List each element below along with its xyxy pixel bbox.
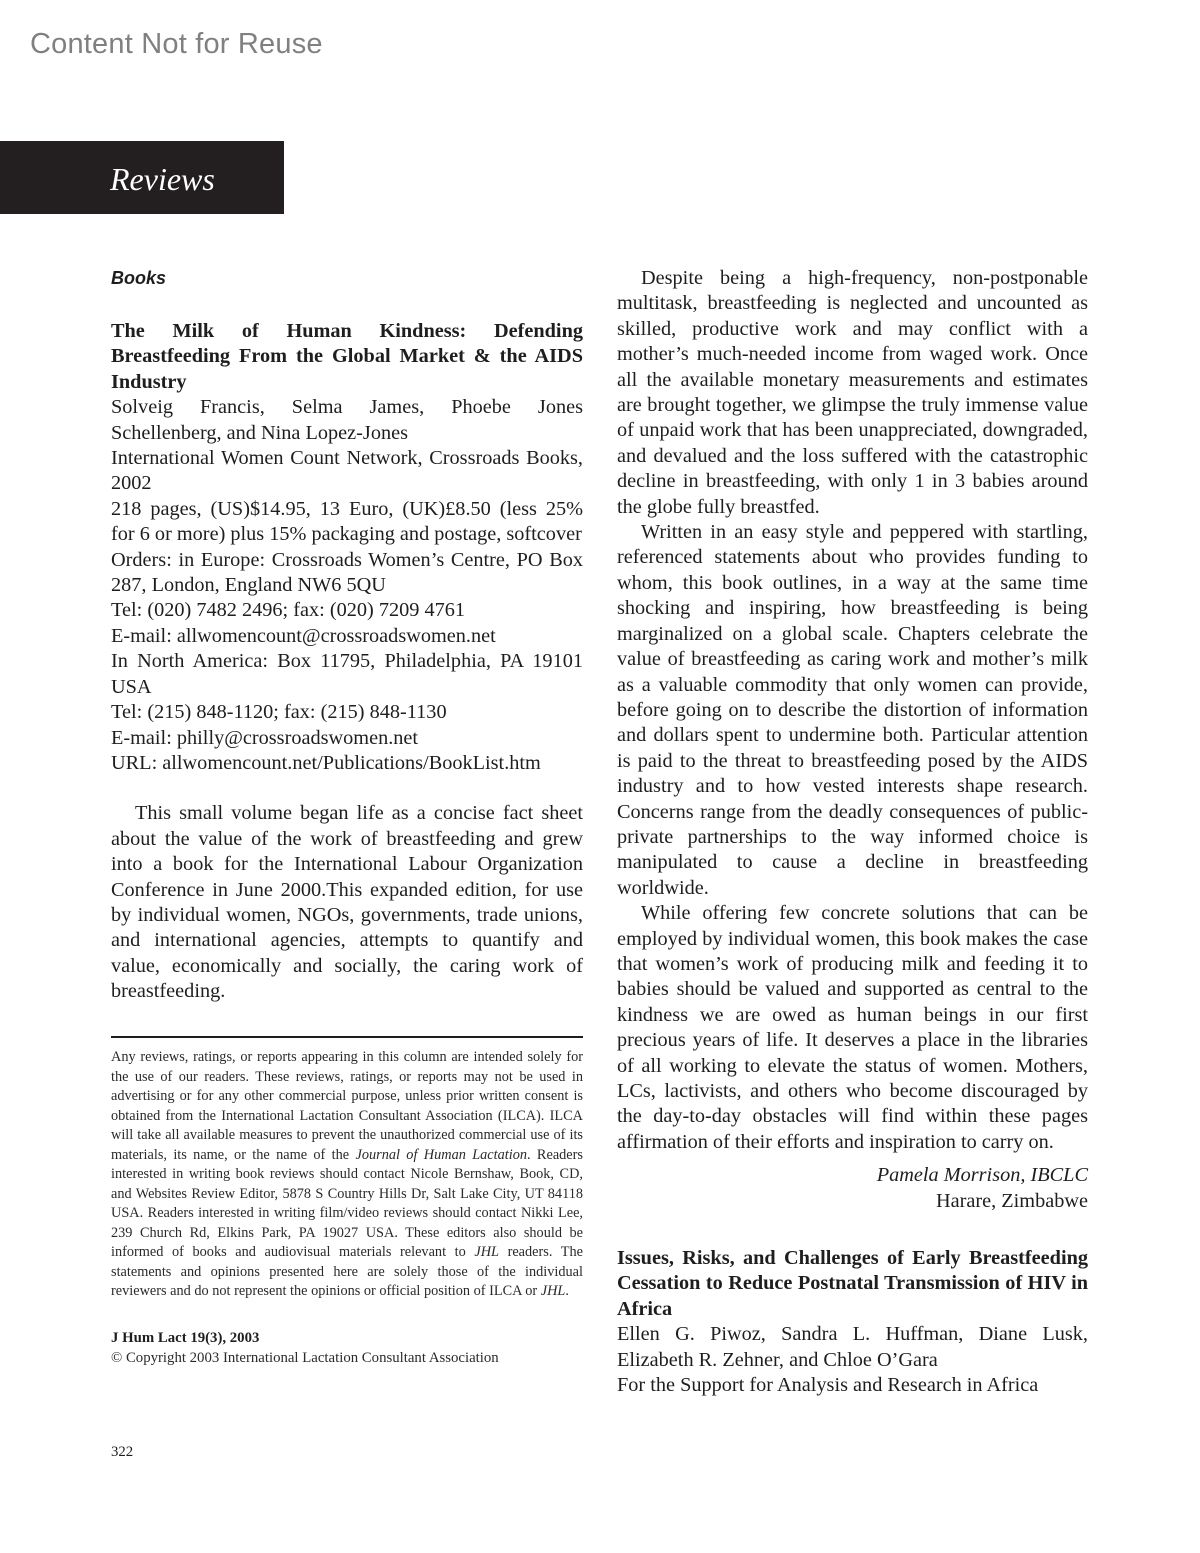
left-column <box>111 266 583 1005</box>
section-heading: Books <box>111 268 167 288</box>
footnote-text: . <box>565 1283 569 1299</box>
journal-abbrev: JHL <box>474 1244 499 1260</box>
section-banner <box>0 141 284 214</box>
review-paragraph: Written in an easy style and peppered with startling, referenced statements about who provides funding to whom, this book outlines, in a way at the same time shocking and inspiring, how breastfeeding is being marginalized on a global scale. Chapters celebrate the value of breastfeeding as caring work and mother’s milk as a valuable commodity that only women can provide, before going on to describe the distortion of information and dollars spent to undermine both. Particular attention is paid to the threat to breastfeeding posed by the AIDS industry and to how vested interests shape research. Concerns range from the deadly consequences of public-private partnerships to the way informed choice is manipulated to cause a decline in breastfeeding worldwide. <box>617 521 1088 899</box>
review-paragraph: Despite being a high-frequency, non-postponable multitask, breastfeeding is neglected and uncounted as skilled, productive work and may conflict with a mother’s much-needed income from waged work. Once all the available monetary measurements and estimates are brought together, we glimpse the truly immense value of unpaid work that has been unappreciated, downgraded, and devalued and the loss suffered with the catastrophic decline in breastfeeding, with only 1 in 3 babies around the globe fully breastfed. <box>617 267 1088 518</box>
review-authors: Ellen G. Piwoz, Sandra L. Huffman, Diane Lusk, Elizabeth R. Zehner, and Chloe O’Gara <box>617 1323 1088 1371</box>
page-number: 322 <box>111 1444 134 1460</box>
banner-title: Reviews <box>110 161 215 197</box>
review-url: URL: allwomencount.net/Publications/BookList.htm <box>111 751 541 774</box>
watermark: Content Not for Reuse <box>30 28 323 60</box>
copyright-notice: © Copyright 2003 International Lactation Consultant Association <box>111 1350 499 1366</box>
right-column <box>617 266 1088 1398</box>
review-publisher: For the Support for Analysis and Research in Africa <box>617 1374 1039 1397</box>
reviewer-signature <box>617 1163 1088 1214</box>
journal-citation: J Hum Lact 19(3), 2003 <box>111 1330 260 1346</box>
journal-name: Journal of Human Lactation <box>355 1146 528 1163</box>
tel-north-america: Tel: (215) 848-1120; fax: (215) 848-1130 <box>111 701 447 724</box>
footnote-text: . Readers interested in writing book reviews should contact Nicole Bernshaw, Book, CD, and Websites Review Editor, 5878 S Country Hills Dr, Salt Lake City, UT 84118 USA. Readers interested in writing film/video reviews should contact Nikki Lee, 239 Church Rd, Elkins Park, PA 19027 USA. These editors also should be informed of books and audiovisual materials relevant to <box>111 1146 583 1260</box>
reviewer-name: Pamela Morrison, IBCLC <box>876 1164 1088 1187</box>
footnote-disclaimer <box>111 1048 583 1302</box>
review-publisher: International Women Count Network, Crossroads Books, 2002 <box>111 447 583 495</box>
orders-north-america: In North America: Box 11795, Philadelphia, PA 19101 USA <box>111 650 583 698</box>
review-paragraph: While offering few concrete solutions that can be employed by individual women, this book makes the case that women’s work of producing milk and feeding it to babies should be valued and supported as central to the kindness we are owed as human beings in our first precious years of life. It deserves a place in the libraries of all working to elevate the status of women. Mothers, LCs, lactivists, and others who become discouraged by the day-to-day obstacles will find within these pages affirmation of their efforts and inspiration to carry on. <box>617 902 1088 1153</box>
review-title: The Milk of Human Kindness: Defending Breastfeeding From the Global Market & the AIDS Industry <box>111 320 583 393</box>
review-authors: Solveig Francis, Selma James, Phoebe Jones Schellenberg, and Nina Lopez-Jones <box>111 396 583 444</box>
footnote-text: readers. The statements and opinions presented here are solely those of the individual reviewers and do not represent the opinions or official position of ILCA or <box>111 1244 583 1299</box>
tel-europe: Tel: (020) 7482 2496; fax: (020) 7209 4761 <box>111 599 466 622</box>
footnote-text: Any reviews, ratings, or reports appearing in this column are intended solely for the use of our readers. These reviews, ratings, or reports may not be used in advertising or for any other commercial purpose, unless prior written consent is obtained from the International Lactation Consultant Association (ILCA). ILCA will take all available measures to prevent the unauthorized commercial use of its materials, its name, or the name of the <box>111 1049 583 1163</box>
footnote-divider <box>111 1036 583 1038</box>
review-paragraph: This small volume began life as a concise fact sheet about the value of the work of breastfeeding and grew into a book for the International Labour Organization Conference in June 2000.This expanded edition, for use by individual women, NGOs, governments, trade unions, and international agencies, attempts to quantify and value, economically and socially, the caring work of breastfeeding. <box>111 802 583 1003</box>
email-europe: E-mail: allwomencount@crossroadswomen.net <box>111 624 496 647</box>
review-pricing: 218 pages, (US)$14.95, 13 Euro, (UK)£8.50 (less 25% for 6 or more) plus 15% packaging and postage, softcover <box>111 497 583 546</box>
review-title: Issues, Risks, and Challenges of Early Breastfeeding Cessation to Reduce Postnatal Transmission of HIV in Africa <box>617 1247 1088 1320</box>
email-north-america: E-mail: philly@crossroadswomen.net <box>111 726 419 749</box>
orders-europe: Orders: in Europe: Crossroads Women’s Centre, PO Box 287, London, England NW6 5QU <box>111 548 583 597</box>
reviewer-location: Harare, Zimbabwe <box>935 1189 1088 1212</box>
journal-abbrev: JHL <box>540 1283 566 1299</box>
